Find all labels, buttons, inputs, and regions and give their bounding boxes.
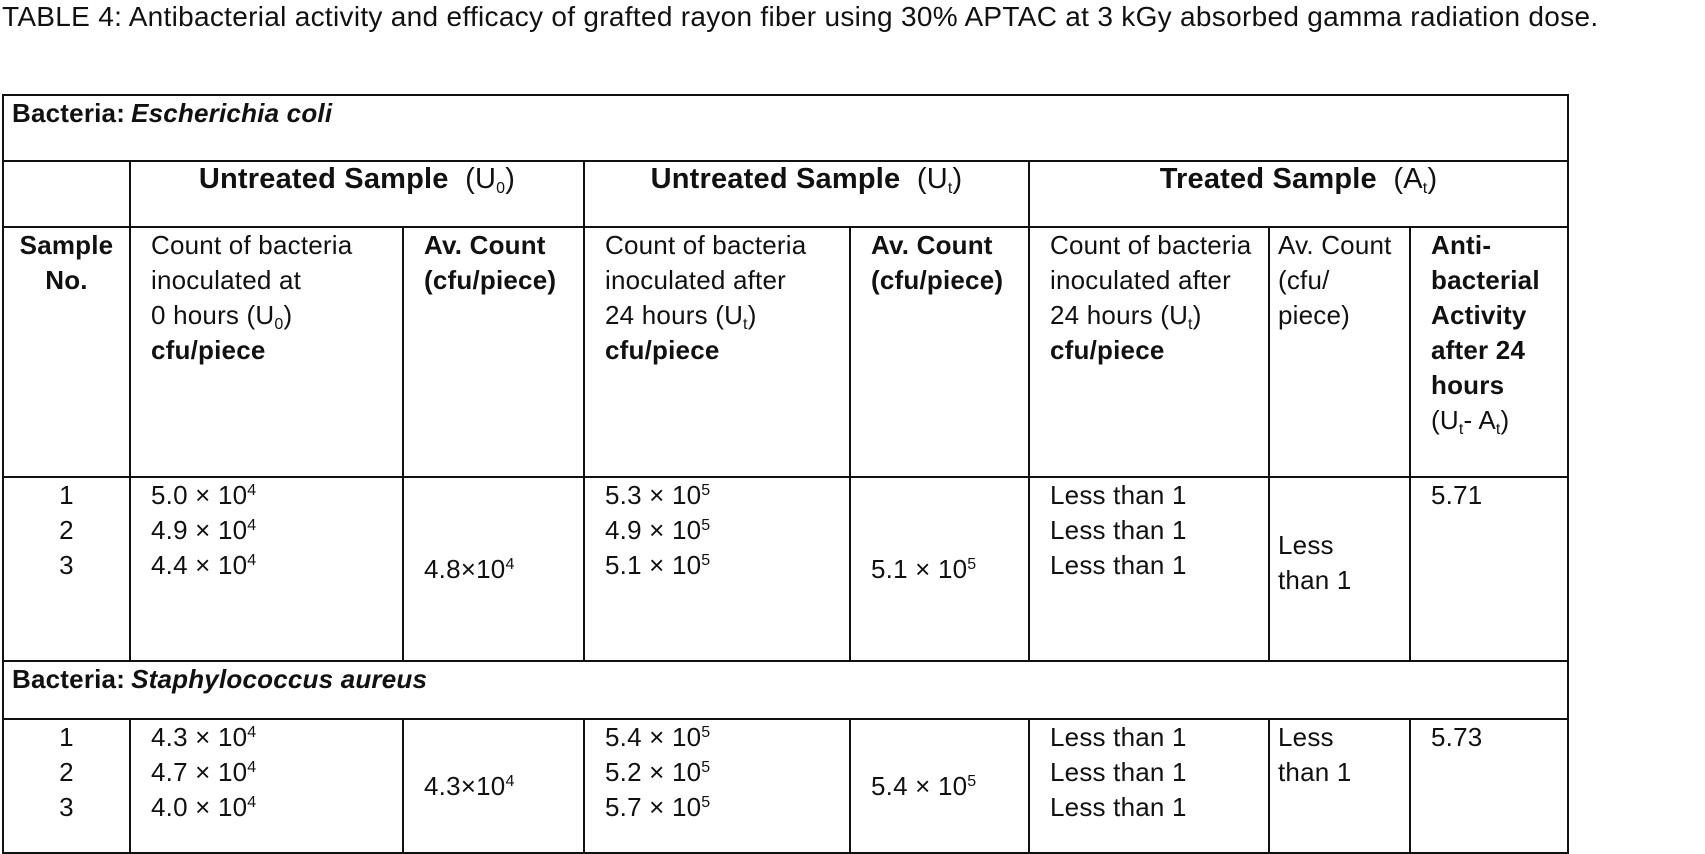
bacteria-name: Escherichia coli — [131, 98, 333, 128]
activity-cell: 5.71 — [1410, 477, 1568, 661]
header-ut-count: Count of bacteria inoculated after 24 hours $(U_t)$ cfu/piece — [584, 227, 850, 477]
ut-count-cell: $5.4 \times 10^5$ $5.2 \times 10^5$ $5.7 \times 10^5$ — [584, 719, 850, 853]
u0-count-cell: $4.3 \times 10^4$ $4.7 \times 10^4$ $4.0 \times 10^4$ — [130, 719, 403, 853]
ut-count-cell: $5.3 \times 10^5$ $4.9 \times 10^5$ $5.1 \times 10^5$ — [584, 477, 850, 661]
at-count-cell: Less than 1 Less than 1 Less than 1 — [1029, 719, 1269, 853]
table-caption: TABLE 4: Antibacterial activity and efficacy of grafted rayon fiber using 30% APTAC at 3 kGy absorbed gamma radiation dose. — [2, 1, 1599, 32]
bacteria-row-saureus — [3, 661, 1568, 719]
header-ut-avg: Av. Count (cfu/piece) — [850, 227, 1029, 477]
sample-no-cell: 1 2 3 — [3, 719, 130, 853]
column-header-row — [3, 227, 1568, 477]
bacteria-label: Bacteria: — [12, 98, 126, 128]
group-empty-cell — [3, 161, 130, 227]
u0-avg-cell: $4.3\times 10^4$ — [403, 719, 584, 853]
header-sample-no: Sample No. — [3, 227, 130, 477]
bacteria-label: Bacteria: — [12, 664, 126, 694]
data-row-ecoli — [3, 477, 1568, 661]
header-u0-avg: Av. Count (cfu/piece) — [403, 227, 584, 477]
bacteria-name: Staphylococcus aureus — [131, 664, 428, 694]
group-untreated-ut: Untreated Sample $(U_t)$ — [584, 161, 1029, 227]
at-avg-cell: Less than 1 — [1269, 719, 1410, 853]
group-treated-at: Treated Sample $(A_t)$ — [1029, 161, 1568, 227]
ut-avg-cell: $5.1 \times 10^5$ — [850, 477, 1029, 661]
header-antibacterial-activity: Anti- bacterial Activity after 24 hours ($U_t-$ $A_t$) — [1410, 227, 1568, 477]
data-row-saureus — [3, 719, 1568, 853]
at-avg-cell: Less than 1 — [1269, 477, 1410, 661]
header-at-avg: Av. Count (cfu/ piece) — [1269, 227, 1410, 477]
header-u0-count: Count of bacteria inoculated at 0 hours $(U_0)$ cfu/piece — [130, 227, 403, 477]
group-untreated-u0: Untreated Sample $(U_0)$ — [130, 161, 584, 227]
u0-avg-cell: $4.8\times 10^4$ — [403, 477, 584, 661]
bacteria-row-ecoli — [3, 95, 1568, 161]
header-at-count: Count of bacteria inoculated after 24 hours $(U_t)$ cfu/piece — [1029, 227, 1269, 477]
sample-no-cell: 1 2 3 — [3, 477, 130, 661]
group-header-row — [3, 161, 1568, 227]
u0-count-cell: $5.0 \times 10^4$ $4.9 \times 10^4$ $4.4 \times 10^4$ — [130, 477, 403, 661]
antibacterial-table — [2, 94, 1569, 854]
activity-cell: 5.73 — [1410, 719, 1568, 853]
at-count-cell: Less than 1 Less than 1 Less than 1 — [1029, 477, 1269, 661]
ut-avg-cell: $5.4 \times 10^5$ — [850, 719, 1029, 853]
